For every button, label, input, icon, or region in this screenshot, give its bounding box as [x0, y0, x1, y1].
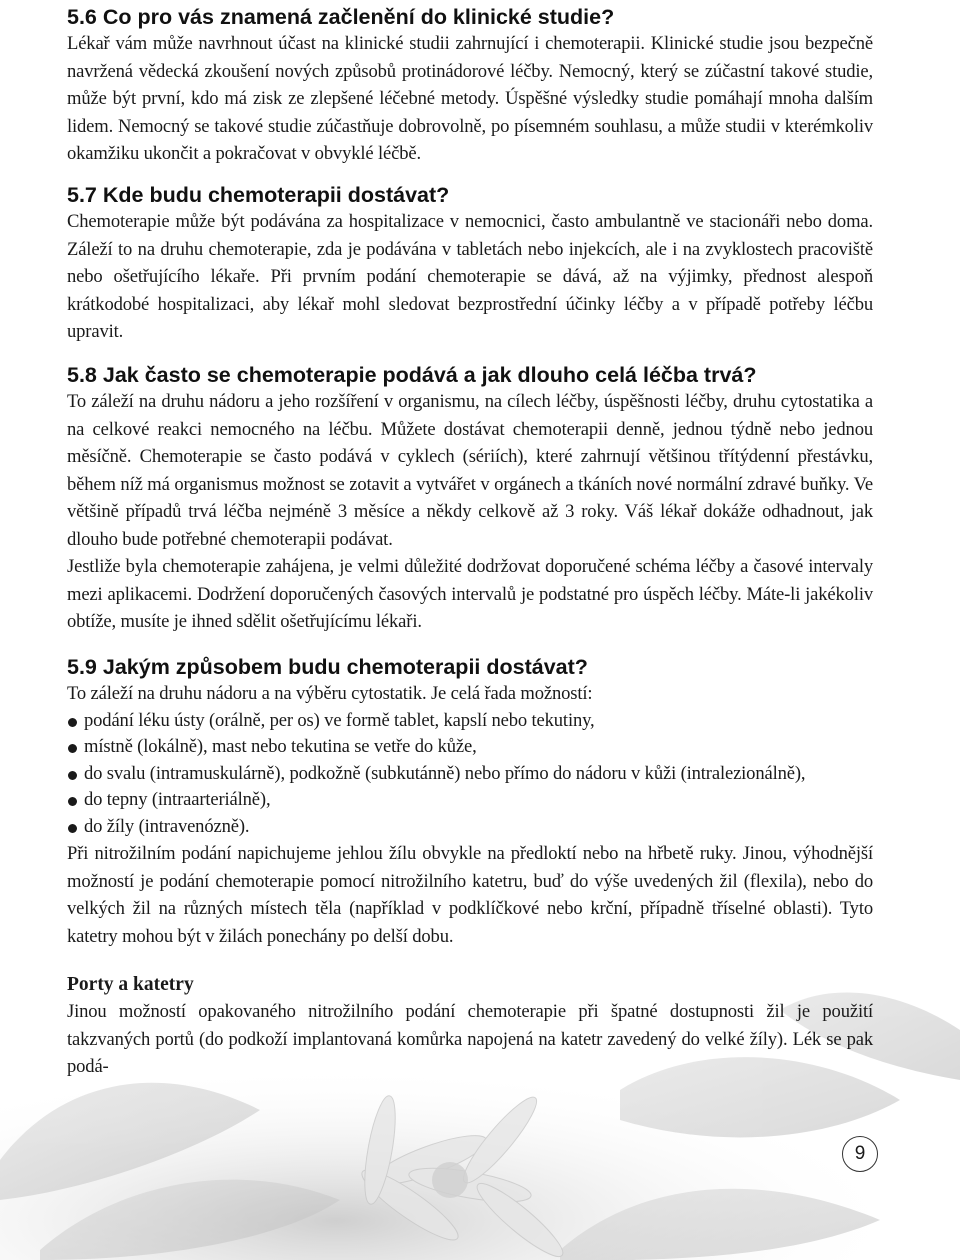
list-item: [67, 787, 873, 814]
bullet-icon: [68, 824, 77, 833]
paragraph-intro: To záleží na druhu nádoru a na výběru cytostatik. Je celá řada možností:: [67, 683, 593, 704]
list-item-text: do žíly (intravenózně).: [84, 815, 250, 837]
paragraph: Chemoterapie může být podávána za hospitalizace v nemocnici, často ambulantně ve stacionáři nebo doma. Záleží to na druhu chemoterapie, zda je podávána v tabletách nebo injekcích, ale i na zvyklostech pracoviště nebo ošetřujícího lékaře. Při prvním podání chemoterapie se dává, až na výjimky, přednost alespoň krátkodobé hospitalizaci, aby lékař mohl sledovat bezprostřední účinky léčby a v případě potřeby léčbu upravit.: [67, 211, 873, 342]
list-item-text: místně (lokálně), mast nebo tekutina se vetře do kůže,: [84, 736, 477, 757]
paragraph: Lékař vám může navrhnout účast na klinické studii zahrnující i chemoterapii. Klinické studie jsou bezpečně navržená vědecká zkoušení nových způsobů protinádorové léčby. Nemocný, který se zúčastní takové studie, může být první, kdo má zisk ze zlepšené léčebné metody. Úspěšné výsledky studie pomáhají mnoha dalším lidem. Nemocný se takové studie zúčastňuje dobrovolně, po písemném souhlasu, a může studii v kterémkoliv okamžiku ukončit a pokračovat v obvyklé léčbě.: [67, 33, 873, 164]
section-5-8: [67, 362, 873, 636]
list-item: [67, 708, 873, 735]
page-number: 9: [842, 1136, 878, 1172]
section-heading: 5.7 Kde budu chemoterapii dostávat?: [67, 183, 450, 207]
list-item: [67, 814, 873, 841]
section-heading: 5.8 Jak často se chemoterapie podává a jak dlouho celá léčba trvá?: [67, 363, 757, 387]
section-heading: 5.6 Co pro vás znamená začlenění do klinické studie?: [67, 5, 615, 29]
section-5-9: [67, 654, 873, 950]
paragraph: To záleží na druhu nádoru a jeho rozšíření v organismu, na cílech léčby, úspěšnosti léčby, druhu cytostatika a na celkové reakci nemocného na léčbu. Můžete dostávat chemoterapii denně, jednou týdně nebo jednou měsíčně. Chemoterapie se často podává v cyklech (sériích), které zahrnují většinou třítýdenní přestávku, během níž má organismus možnost se zotavit a vytvářet v orgánech a tkáních nové normální zdravé buňky. Ve většině případů trvá léčba nejméně 3 měsíce a někdy celkově až 3 roky. Váš lékař dokáže odhadnout, jak dlouho bude potřebné chemoterapii podávat.: [67, 391, 873, 550]
paragraph: Jestliže byla chemoterapie zahájena, je velmi důležité dodržovat doporučené schéma léčby a časové intervaly mezi aplikacemi. Dodržení doporučených časových intervalů je podstatné pro úspěch léčby. Máte-li jakékoliv obtíže, musíte je ihned sdělit ošetřujícímu lékaři.: [67, 556, 873, 632]
bullet-icon: [68, 771, 77, 780]
section-heading: 5.9 Jakým způsobem budu chemoterapii dostávat?: [67, 655, 588, 679]
subsection-heading: Porty a katetry: [67, 974, 194, 995]
list-item: [67, 761, 873, 788]
list-item-text: do svalu (intramuskulárně), podkožně (subkutánně) nebo přímo do nádoru v kůži (intralezionálně),: [84, 762, 806, 784]
list-item: [67, 734, 873, 761]
paragraph: Při nitrožilním podání napichujeme jehlou žílu obvykle na předloktí nebo na hřbetě ruky. Jinou, výhodnější možností je podání chemoterapie pomocí nitrožilního katetru, buď do výše uvedených žil (flexila), nebo do velkých žil na různých místech těla (například v podklíčkové nebo krční, případně tříselné oblasti). Tyto katetry mohou být v žilách ponechány po delší dobu.: [67, 843, 873, 947]
bullet-icon: [68, 744, 77, 753]
bullet-icon: [68, 718, 77, 727]
section-5-7: [67, 182, 873, 346]
bullet-icon: [68, 797, 77, 806]
list-item-text: podání léku ústy (orálně, per os) ve formě tablet, kapslí nebo tekutiny,: [84, 709, 595, 731]
section-5-6: [67, 4, 873, 168]
paragraph: Jinou možností opakovaného nitrožilního podání chemoterapie při špatné dostupnosti žil je použití takzvaných portů (do podkoží implantovaná komůrka napojená na katetr zavedený do velké žíly). Lék se pak podá-: [67, 1001, 873, 1077]
section-porty-a-katetry: [67, 972, 873, 1081]
bullet-list: [67, 708, 873, 841]
list-item-text: do tepny (intraarteriálně),: [84, 789, 271, 810]
